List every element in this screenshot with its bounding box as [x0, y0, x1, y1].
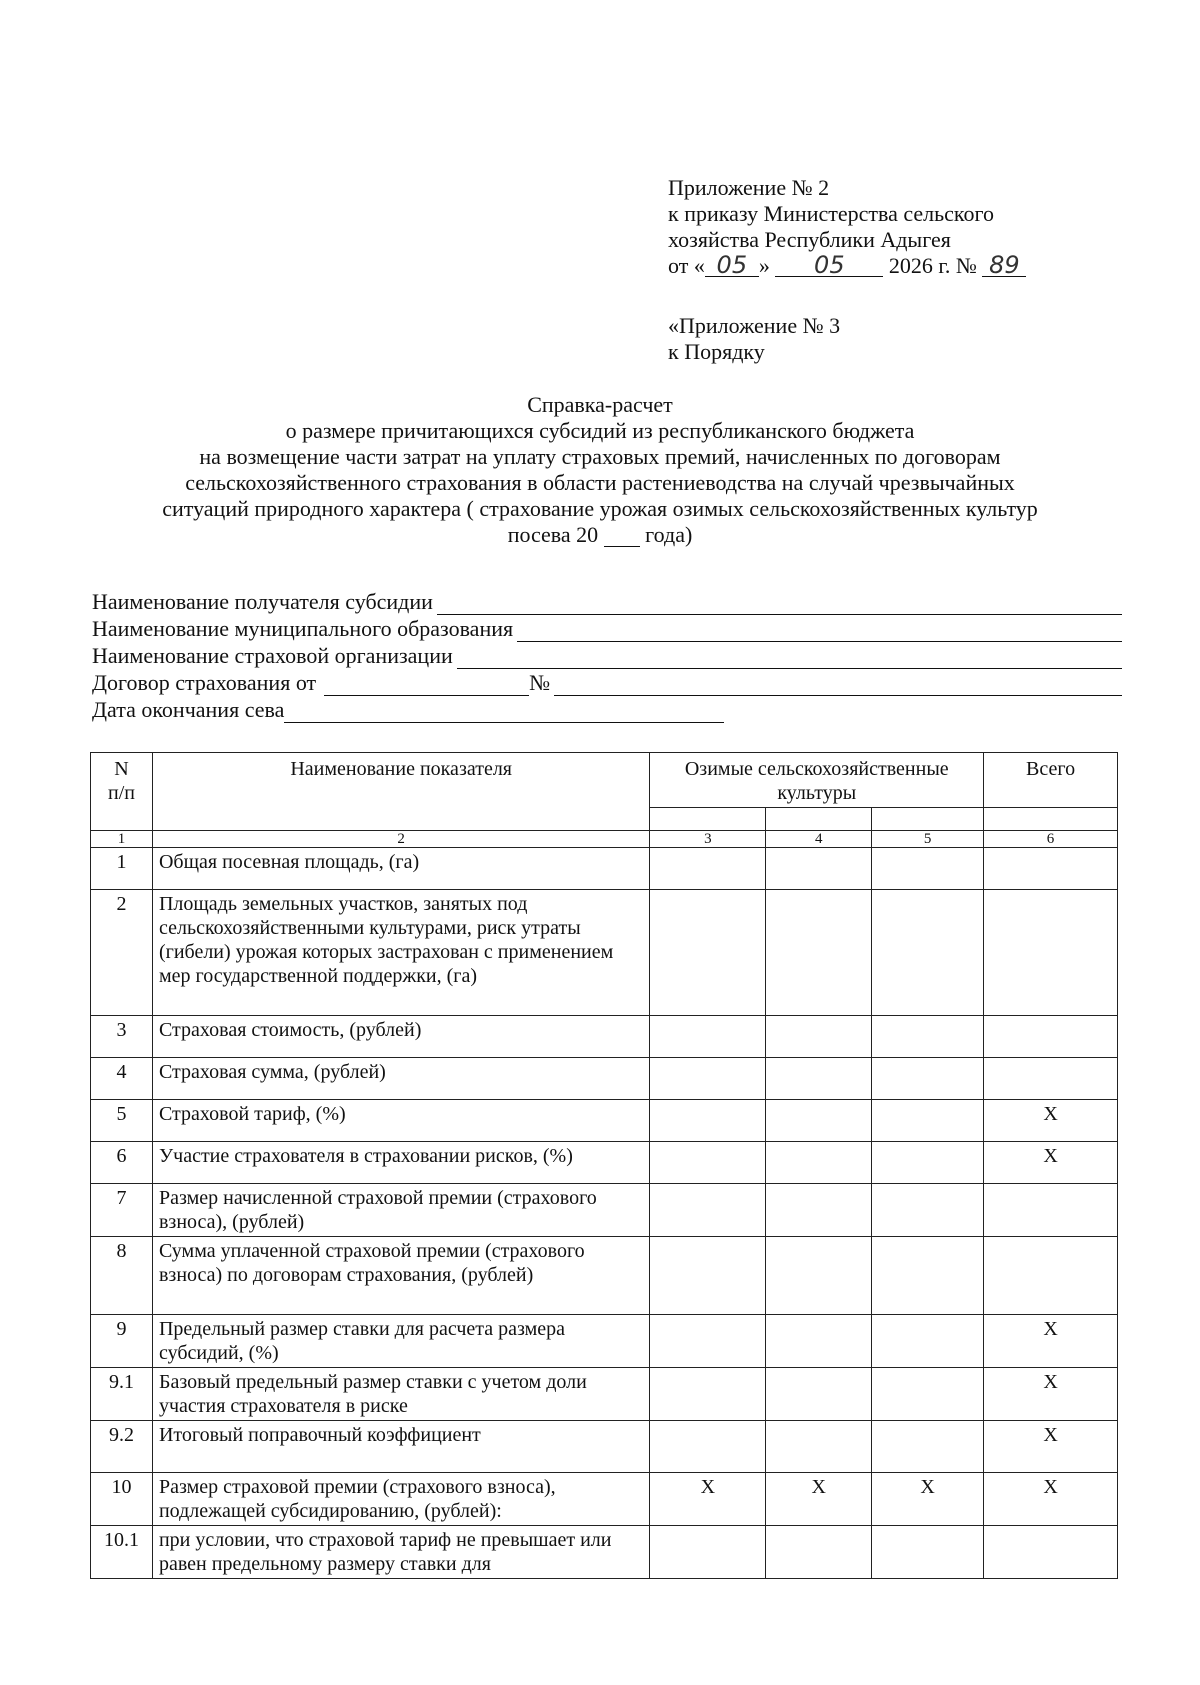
date-mid: »	[758, 253, 770, 278]
row-cell-4[interactable]	[766, 1142, 872, 1184]
contract-date-blank[interactable]	[324, 675, 529, 696]
row-cell-6[interactable]: X	[984, 1315, 1118, 1368]
row-indicator-name: Размер начисленной страховой премии (страхового взноса), (рублей)	[152, 1184, 649, 1237]
header-crops	[650, 753, 984, 808]
title-line-6	[80, 522, 1120, 548]
row-number: 9.1	[91, 1368, 153, 1421]
table-header-row	[91, 753, 1118, 808]
row-indicator-name: Предельный размер ставки для расчета размера субсидий, (%)	[152, 1315, 649, 1368]
row-cell-3[interactable]	[650, 1315, 766, 1368]
row-cell-5[interactable]	[872, 848, 984, 890]
col-index-1: 1	[91, 831, 153, 848]
date-year: 2026 г. №	[888, 253, 977, 278]
municipality-blank[interactable]	[517, 621, 1122, 642]
header-crops-line-2: культуры	[777, 782, 857, 804]
table-row	[91, 1058, 1118, 1100]
row-indicator-name: Страховая сумма, (рублей)	[152, 1058, 649, 1100]
contract-no-blank[interactable]	[554, 675, 1122, 696]
row-cell-4[interactable]	[766, 890, 872, 1016]
row-cell-5[interactable]	[872, 1184, 984, 1237]
row-number: 2	[91, 890, 153, 1016]
crop-col-4	[766, 808, 872, 831]
row-cell-4[interactable]	[766, 1315, 872, 1368]
row-number: 9	[91, 1315, 153, 1368]
row-cell-5[interactable]: X	[872, 1473, 984, 1526]
row-number: 4	[91, 1058, 153, 1100]
row-cell-6[interactable]: X	[984, 1421, 1118, 1473]
crop-col-3	[650, 808, 766, 831]
row-cell-4[interactable]	[766, 1526, 872, 1579]
row-indicator-name: Размер страховой премии (страхового взноса), подлежащей субсидированию, (рублей):	[152, 1473, 649, 1526]
row-cell-3[interactable]	[650, 1421, 766, 1473]
row-indicator-name: Страховая стоимость, (рублей)	[152, 1016, 649, 1058]
insurer-blank[interactable]	[457, 648, 1122, 669]
title-line-2: о размере причитающихся субсидий из республиканского бюджета	[285, 418, 915, 443]
row-indicator-name: Итоговый поправочный коэффициент	[152, 1421, 649, 1473]
row-indicator-name: при условии, что страховой тариф не превышает или равен предельному размеру ставки для	[152, 1526, 649, 1579]
col-index-2: 2	[152, 831, 649, 848]
row-cell-5[interactable]	[872, 1100, 984, 1142]
contract-no-label: №	[529, 670, 551, 695]
date-prefix: от «	[668, 253, 705, 278]
row-cell-6[interactable]	[984, 1058, 1118, 1100]
row-cell-4[interactable]	[766, 1237, 872, 1315]
row-cell-5[interactable]	[872, 1142, 984, 1184]
document-title	[80, 392, 1120, 548]
row-number: 10.1	[91, 1526, 153, 1579]
row-cell-4[interactable]	[766, 848, 872, 890]
title-line-5: ситуаций природного характера ( страхование урожая озимых сельскохозяйственных культур	[162, 496, 1038, 521]
date-day: 05	[705, 254, 759, 277]
date-month: 05	[775, 254, 883, 277]
row-cell-4[interactable]	[766, 1184, 872, 1237]
row-cell-5[interactable]	[872, 1016, 984, 1058]
row-number: 5	[91, 1100, 153, 1142]
appendix-order-line: к приказу Министерства сельского	[668, 201, 994, 226]
row-cell-4[interactable]	[766, 1368, 872, 1421]
row-cell-3[interactable]	[650, 1237, 766, 1315]
row-number: 9.2	[91, 1421, 153, 1473]
sowing-end-blank[interactable]	[284, 702, 724, 723]
row-cell-6[interactable]: X	[984, 1142, 1118, 1184]
header-indicator: Наименование показателя	[152, 753, 649, 831]
row-number: 6	[91, 1142, 153, 1184]
row-cell-3[interactable]	[650, 848, 766, 890]
row-cell-4[interactable]	[766, 1058, 872, 1100]
row-cell-6[interactable]	[984, 848, 1118, 890]
row-cell-5[interactable]	[872, 1237, 984, 1315]
row-indicator-name: Страховой тариф, (%)	[152, 1100, 649, 1142]
title-line-4: сельскохозяйственного страхования в области растениеводства на случай чрезвычайных	[185, 470, 1015, 495]
header-number	[91, 753, 153, 831]
row-cell-3[interactable]	[650, 1184, 766, 1237]
row-number: 10	[91, 1473, 153, 1526]
sowing-year-blank	[604, 524, 640, 547]
column-index-row	[91, 831, 1118, 848]
calculation-table	[90, 752, 1118, 1579]
row-cell-4[interactable]	[766, 1100, 872, 1142]
row-number: 3	[91, 1016, 153, 1058]
procedure-appendix-title: «Приложение № 3	[668, 313, 841, 338]
recipient-blank[interactable]	[437, 594, 1122, 615]
table-row	[91, 1100, 1118, 1142]
row-indicator-name: Сумма уплаченной страховой премии (страхового взноса) по договорам страхования, (рублей)	[152, 1237, 649, 1315]
recipient-label: Наименование получателя субсидии	[92, 589, 433, 614]
row-cell-6[interactable]: X	[984, 1473, 1118, 1526]
row-cell-5[interactable]	[872, 1058, 984, 1100]
row-number: 7	[91, 1184, 153, 1237]
recipient-field	[92, 588, 1122, 615]
row-cell-4[interactable]: X	[766, 1473, 872, 1526]
appendix-header	[668, 175, 1026, 279]
row-cell-3[interactable]	[650, 1100, 766, 1142]
row-indicator-name: Площадь земельных участков, занятых под сельскохозяйственными культурами, риск утраты (гибели) урожая которых застрахован с применением мер государственной поддержки, (га)	[152, 890, 649, 1016]
table-row	[91, 1368, 1118, 1421]
insurer-label: Наименование страховой организации	[92, 643, 453, 668]
table-row	[91, 1315, 1118, 1368]
col-index-6: 6	[984, 831, 1118, 848]
header-crops-line-1: Озимые сельскохозяйственные	[684, 758, 949, 780]
row-cell-6[interactable]	[984, 890, 1118, 1016]
row-cell-5[interactable]	[872, 1421, 984, 1473]
col-index-3: 3	[650, 831, 766, 848]
row-cell-6[interactable]: X	[984, 1100, 1118, 1142]
header-pp: п/п	[108, 782, 135, 804]
row-cell-6[interactable]: X	[984, 1368, 1118, 1421]
header-total: Всего	[984, 753, 1118, 808]
row-cell-3[interactable]	[650, 1016, 766, 1058]
municipality-label: Наименование муниципального образования	[92, 616, 514, 641]
row-cell-4[interactable]	[766, 1016, 872, 1058]
contract-label: Договор страхования от	[92, 670, 317, 695]
table-row	[91, 1473, 1118, 1526]
row-cell-6[interactable]	[984, 1237, 1118, 1315]
row-cell-5[interactable]	[872, 1315, 984, 1368]
col-index-4: 4	[766, 831, 872, 848]
row-cell-6[interactable]	[984, 1016, 1118, 1058]
row-cell-6[interactable]	[984, 1184, 1118, 1237]
row-cell-4[interactable]	[766, 1421, 872, 1473]
table-row	[91, 848, 1118, 890]
appendix-date-line	[668, 253, 1026, 279]
row-cell-3[interactable]: X	[650, 1473, 766, 1526]
sowing-year-suffix: года)	[645, 522, 693, 547]
table-row	[91, 1016, 1118, 1058]
total-col-blank	[984, 808, 1118, 831]
row-indicator-name: Базовый предельный размер ставки с учетом доли участия страхователя в риске	[152, 1368, 649, 1421]
procedure-appendix-ref: к Порядку	[668, 339, 765, 364]
row-cell-3[interactable]	[650, 1142, 766, 1184]
insurer-field	[92, 642, 1122, 669]
crop-col-5	[872, 808, 984, 831]
row-cell-3[interactable]	[650, 1368, 766, 1421]
appendix-title: Приложение № 2	[668, 175, 830, 200]
row-indicator-name: Участие страхователя в страховании рисков, (%)	[152, 1142, 649, 1184]
appendix-ministry-line: хозяйства Республики Адыгея	[668, 227, 951, 252]
row-cell-6[interactable]	[984, 1526, 1118, 1579]
title-line-3: на возмещение части затрат на уплату страховых премий, начисленных по договорам	[199, 444, 1001, 469]
row-cell-3[interactable]	[650, 1058, 766, 1100]
row-indicator-name: Общая посевная площадь, (га)	[152, 848, 649, 890]
row-cell-3[interactable]	[650, 890, 766, 1016]
table-row	[91, 1142, 1118, 1184]
table-row	[91, 890, 1118, 1016]
procedure-appendix	[668, 313, 840, 365]
contract-field	[92, 669, 1122, 696]
row-cell-5[interactable]	[872, 890, 984, 1016]
row-cell-5[interactable]	[872, 1526, 984, 1579]
row-cell-3[interactable]	[650, 1526, 766, 1579]
table-row	[91, 1526, 1118, 1579]
order-number: 89	[982, 254, 1026, 277]
table-row	[91, 1237, 1118, 1315]
municipality-field	[92, 615, 1122, 642]
row-number: 8	[91, 1237, 153, 1315]
form-fields	[92, 588, 1122, 723]
sowing-end-label: Дата окончания сева	[92, 697, 285, 722]
col-index-5: 5	[872, 831, 984, 848]
header-n: N	[114, 758, 129, 780]
title-line-1: Справка-расчет	[527, 392, 673, 417]
sowing-end-field	[92, 696, 1122, 723]
table-row	[91, 1421, 1118, 1473]
row-cell-5[interactable]	[872, 1368, 984, 1421]
row-number: 1	[91, 848, 153, 890]
sowing-year-prefix: посева 20	[507, 522, 599, 547]
table-row	[91, 1184, 1118, 1237]
